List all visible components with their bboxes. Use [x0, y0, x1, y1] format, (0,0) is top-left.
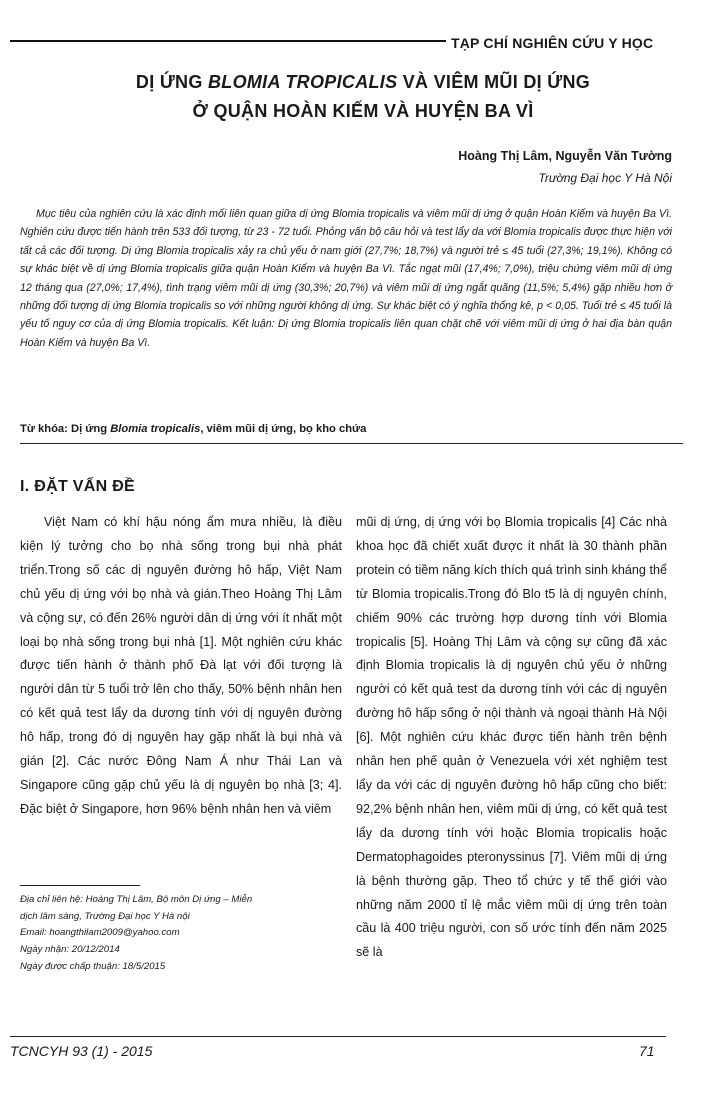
body-column-left: [20, 511, 342, 822]
journal-name: TẠP CHÍ NGHIÊN CỨU Y HỌC: [451, 35, 654, 51]
article-title-line1: [0, 72, 726, 93]
keywords-label: Từ khóa:: [20, 423, 71, 435]
abstract: Mục tiêu của nghiên cứu là xác định mối liên quan giữa dị ứng Blomia tropicalis và viêm mũi dị ứng ở quận Hoàn Kiếm và huyện Ba Vì. Nghiên cứu được tiến hành trên 533 đối tượng, từ 23 - 72 tuổi. Phỏng vấn bộ câu hỏi và test lẩy da với Blomia tropicalis được thực hiện với tất cả các đối tượng. Dị ứng Blomia tropicalis xảy ra chủ yếu ở nam giới (27,7%; 18,7%) và người trẻ ≤ 45 tuổi (27,3%; 19,1%). Không có sự khác biệt về dị ứng Blomia tropicalis giữa quận Hoàn Kiếm và huyện Ba Vì. Tắc ngạt mũi (17,4%; 7,0%), triệu chứng viêm mũi dị ứng 12 tháng qua (27,0%; 17,4%), tình trạng viêm mũi dị ứng (30,3%; 20,7%) và viêm mũi dị ứng ngắt quãng (11,5%; 5,4%) gặp nhiều hơn ở những đối tượng dị ứng Blomia tropicalis so với những người không dị ứng. Sự khác biệt có ý nghĩa thống kê, p < 0,05. Tuổi trẻ ≤ 45 tuổi là yếu tố nguy cơ của dị ứng Blomia tropicalis. Kết luận: Dị ứng Blomia tropicalis liên quan chặt chẽ với viêm mũi dị ứng ở hai địa bàn quận Hoàn Kiếm và huyện Ba Vì.: [20, 208, 672, 349]
title-part-b: VÀ VIÊM MŨI DỊ ỨNG: [397, 72, 591, 92]
keywords-species: Blomia tropicalis: [110, 423, 201, 435]
journal-citation: TCNCYH 93 (1) - 2015: [10, 1043, 153, 1059]
keywords-part-a: Dị ứng: [71, 423, 111, 435]
footer-rule: [10, 1036, 666, 1037]
footnotes: [20, 892, 342, 976]
affiliation: Trường Đại học Y Hà Nội: [538, 171, 672, 185]
footnote-received: Ngày nhận: 20/12/2014: [20, 944, 120, 956]
paragraph: Việt Nam có khí hậu nóng ẩm mưa nhiều, là điều kiện lý tưởng cho bọ nhà sống trong bụi nhà phát triển.Trong số các dị nguyên đường hô hấp, Việt Nam chủ yếu dị ứng với bọ nhà và gián.Theo Hoàng Thị Lâm và cộng sự, có đến 26% người dân dị ứng với ít nhất một loại bọ nhà sống trong bụi nhà [1]. Một nghiên cứu khác được tiến hành ở thành phố Đà lạt với đối tượng là người dân từ 5 tuổi trở lên cho thấy, 50% bệnh nhân hen có kết quả test lẩy da dương tính với dị nguyên đường hô hấp, trong đó dị nguyên hay gặp nhất là bụi nhà và gián [2]. Các nước Đông Nam Á như Thái Lan và Singapore cũng gặp chủ yếu là dị nguyên bọ nhà [3; 4]. Đặc biệt ở Singapore, hơn 96% bệnh nhân hen và viêm: [20, 515, 342, 816]
article-title-line2: Ở QUẬN HOÀN KIẾM VÀ HUYỆN BA VÌ: [192, 101, 534, 121]
section-heading: I. ĐẶT VẤN ĐỀ: [20, 478, 136, 495]
footnote-accepted: Ngày được chấp thuận: 18/5/2015: [20, 960, 166, 972]
authors: Hoàng Thị Lâm, Nguyễn Văn Tường: [458, 149, 672, 163]
header-rule: [10, 40, 446, 42]
footnote-rule: [20, 885, 140, 886]
footnote-email: Email: hoangthilam2009@yahoo.com: [20, 927, 180, 939]
title-species: BLOMIA TROPICALIS: [207, 72, 398, 92]
title-part-a: DỊ ỨNG: [135, 72, 208, 92]
section-rule: [20, 443, 683, 444]
page-number: 71: [639, 1043, 655, 1059]
paragraph: mũi dị ứng, dị ứng với bọ Blomia tropicalis [4] Các nhà khoa học đã chiết xuất được ít nhất là 30 thành phần protein có tiềm năng kích thích quá trình sinh kháng thể từ Blomia tropicalis.Trong đó Blo t5 là dị nguyên chính, chiếm 90% các trường hợp dương tính với Blomia tropicalis [5]. Hoàng Thị Lâm và cộng sự cũng đã xác định Blomia tropicalis là dị nguyên chủ yếu ở những người có kết quả test da dương tính với các dị nguyên đường hô hấp sống ở nội thành và ngoại thành Hà Nội [6]. Một nghiên cứu khác được tiến hành trên bệnh nhân hen phế quản ở Venezuela với xét nghiệm test lẩy da với các dị nguyên đường hô hấp cũng cho biết: 92,2% bệnh nhân hen, viêm mũi dị ứng, có kết quả test lẩy da dương tính với hoặc Blomia tropicalis hoặc Dermatophagoides pteronyssinus [7]. Viêm mũi dị ứng là bệnh thường gặp. Theo tổ chức y tế thế giới vào những năm 2000 tỉ lệ mắc viêm mũi dị ứng trên toàn cầu là 400 triệu người, con số ước tính đến năm 2025 sẽ là: [356, 515, 667, 960]
keywords-part-b: , viêm mũi dị ứng, bọ kho chứa: [200, 423, 367, 435]
footnote-contact-cont: dịch lâm sàng, Trường Đại học Y Hà nội: [20, 910, 190, 922]
keywords: [20, 423, 366, 435]
body-column-right: [356, 511, 667, 965]
footnote-contact: Địa chỉ liên hệ: Hoàng Thị Lâm, Bộ môn Dị ứng – Miễn: [20, 894, 253, 905]
